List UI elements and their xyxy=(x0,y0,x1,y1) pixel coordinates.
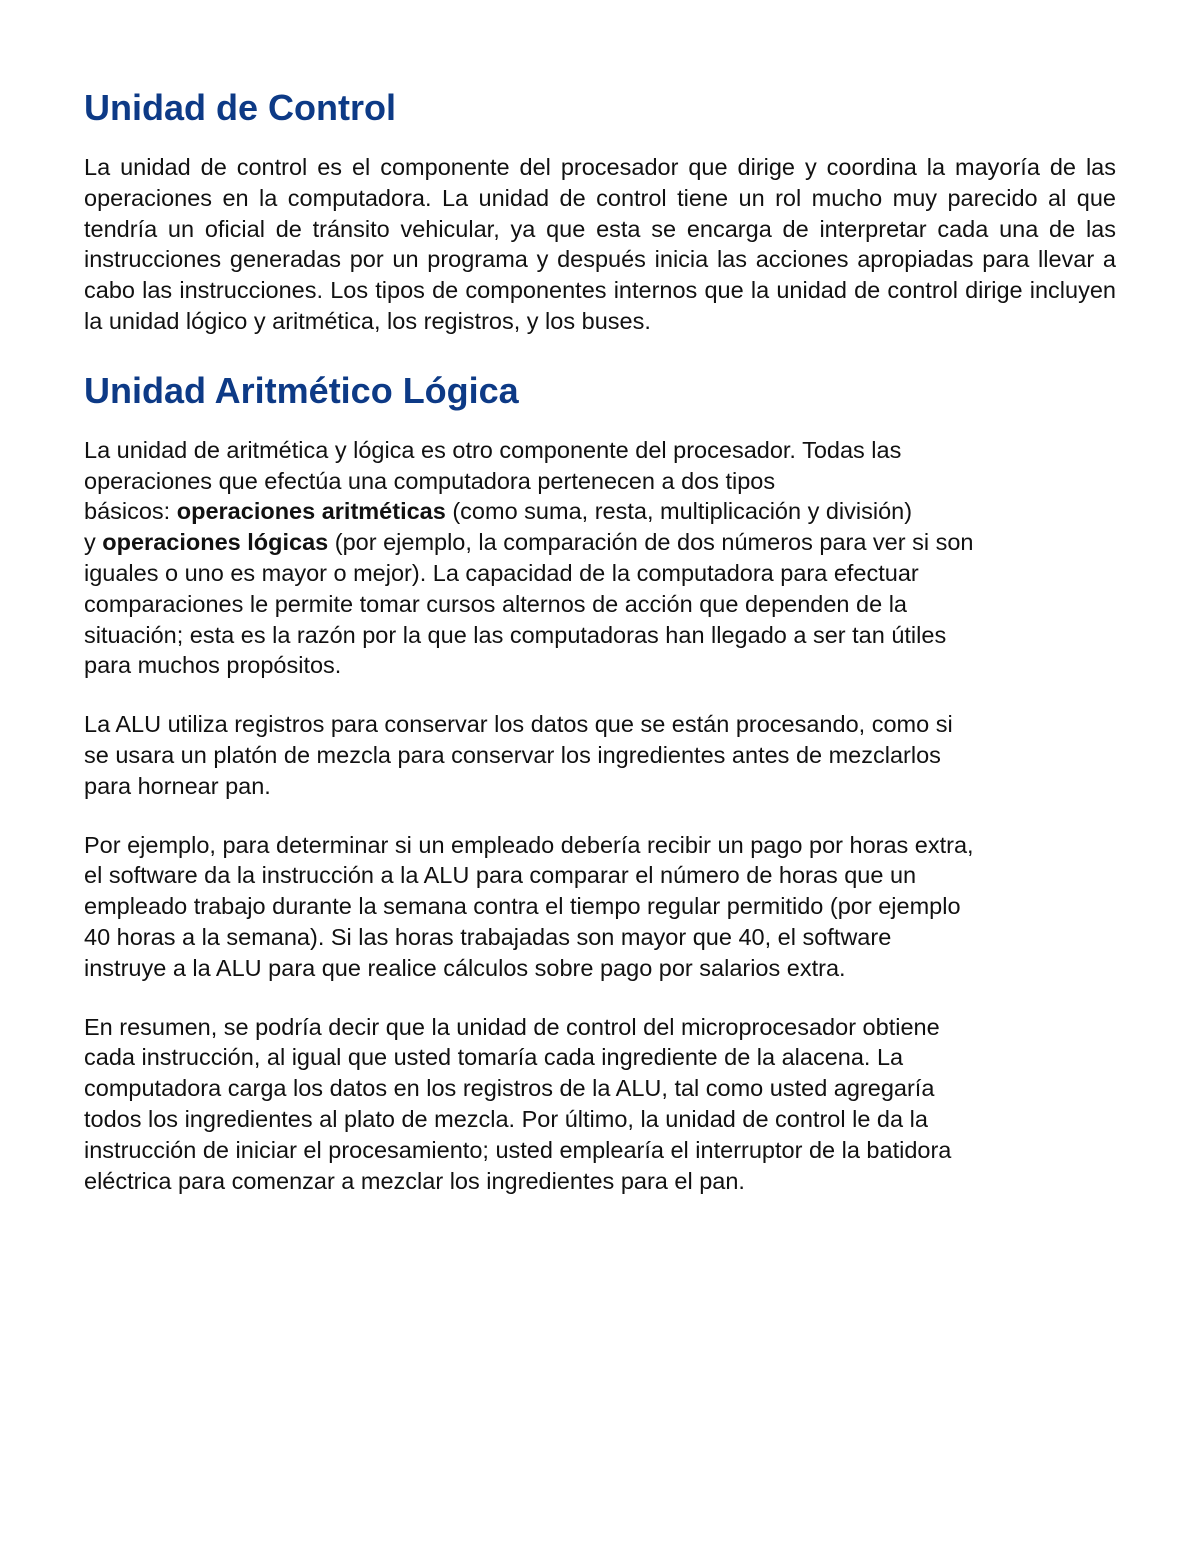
text-line: 40 horas a la semana). Si las horas trabajadas son mayor que 40, el software xyxy=(84,923,892,950)
document-page xyxy=(84,82,1116,1196)
bold-term-operaciones-aritmeticas: operaciones aritméticas xyxy=(176,498,446,525)
text-line: instrucción de iniciar el procesamiento; usted emplearía el interruptor de la batidora xyxy=(84,1136,952,1163)
paragraph-alu-registros xyxy=(84,709,1116,801)
text-line: todos los ingredientes al plato de mezcla. Por último, la unidad de control le da la xyxy=(84,1105,928,1132)
text-line: eléctrica para comenzar a mezclar los ingredientes para el pan. xyxy=(84,1167,745,1194)
text-line: computadora carga los datos en los registros de la ALU, tal como usted agregaría xyxy=(84,1075,935,1102)
text-line: comparaciones le permite tomar cursos alternos de acción que dependen de la xyxy=(84,590,907,617)
text-line: (por ejemplo, la comparación de dos números para ver si son xyxy=(328,529,974,556)
text-line: para hornear pan. xyxy=(84,772,271,799)
text-line: empleado trabajo durante la semana contra el tiempo regular permitido (por ejemplo xyxy=(84,893,961,920)
text-line: instruye a la ALU para que realice cálculos sobre pago por salarios extra. xyxy=(84,954,846,981)
text-line: Por ejemplo, para determinar si un empleado debería recibir un pago por horas extra, xyxy=(84,831,974,858)
paragraph-unidad-de-control: La unidad de control es el componente del procesador que dirige y coordina la mayoría de las operaciones en la computadora. La unidad de control tiene un rol mucho muy parecido al que tendría un oficial de tránsito vehicular, ya que esta se encarga de interpretar cada una de las instrucciones generadas por un programa y después inicia las acciones apropiadas para llevar a cabo las instrucciones. Los tipos de componentes internos que la unidad de control dirige incluyen la unidad lógico y aritmética, los registros, y los buses. xyxy=(84,154,1116,334)
text-line: La ALU utiliza registros para conservar los datos que se están procesando, como si xyxy=(84,711,953,738)
section-title-unidad-aritmetico-logica: Unidad Aritmético Lógica xyxy=(84,369,519,411)
section-title-unidad-de-control: Unidad de Control xyxy=(84,87,396,128)
text-line: básicos: xyxy=(84,498,177,525)
text-line: (como suma, resta, multiplicación y división) xyxy=(445,498,913,525)
text-line: situación; esta es la razón por la que las computadoras han llegado a ser tan útiles xyxy=(84,621,947,648)
text-line: En resumen, se podría decir que la unidad de control del microprocesador obtiene xyxy=(84,1013,940,1040)
paragraph-alu-intro xyxy=(84,435,1116,681)
text-line: La unidad de aritmética y lógica es otro componente del procesador. Todas las xyxy=(84,436,902,463)
text-line: para muchos propósitos. xyxy=(84,652,342,679)
text-line: operaciones que efectúa una computadora pertenecen a dos tipos xyxy=(84,467,776,494)
text-line: y xyxy=(84,529,103,556)
text-line: cada instrucción, al igual que usted tomaría cada ingrediente de la alacena. La xyxy=(84,1044,904,1071)
bold-term-operaciones-logicas: operaciones lógicas xyxy=(102,529,329,556)
paragraph-resumen xyxy=(84,1012,1116,1197)
text-line: se usara un platón de mezcla para conservar los ingredientes antes de mezclarlos xyxy=(84,741,941,768)
text-line: el software da la instrucción a la ALU para comparar el número de horas que un xyxy=(84,862,917,889)
paragraph-alu-ejemplo xyxy=(84,830,1116,984)
text-line: iguales o uno es mayor o mejor). La capacidad de la computadora para efectuar xyxy=(84,559,919,586)
